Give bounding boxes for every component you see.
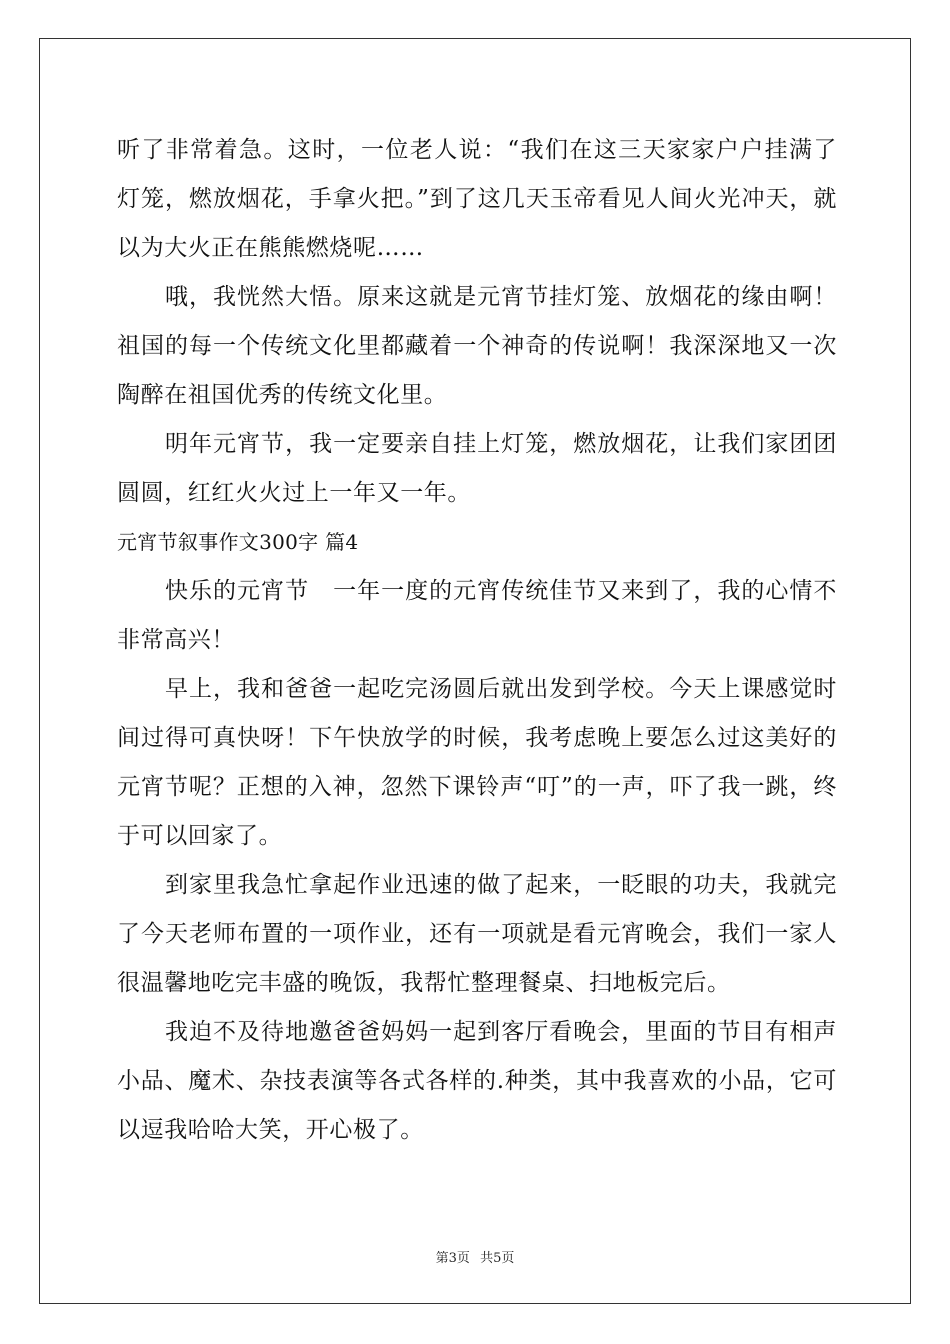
- page-number: 第3页: [435, 1251, 470, 1266]
- page-footer: [0, 1247, 950, 1266]
- paragraph-3: 明年元宵节，我一定要亲自挂上灯笼，燃放烟花，让我们家团团圆圆，红红火火过上一年又一年。: [117, 431, 837, 506]
- section-paragraph-3: 到家里我急忙拿起作业迅速的做了起来，一眨眼的功夫，我就完了今天老师布置的一项作业，还有一项就是看元宵晚会，我们一家人很温馨地吃完丰盛的晚饭，我帮忙整理餐桌、扫地板完后。: [117, 872, 837, 996]
- page-total: 共5页: [480, 1251, 515, 1266]
- section-heading: 元宵节叙事作文300字 篇4: [117, 530, 359, 554]
- section-paragraph-4: 我迫不及待地邀爸爸妈妈一起到客厅看晚会，里面的节目有相声小品、魔术、杂技表演等各式各样的.种类，其中我喜欢的小品，它可以逗我哈哈大笑，开心极了。: [117, 1019, 837, 1143]
- document-body: [117, 126, 837, 1155]
- paragraph-1: 听了非常着急。这时，一位老人说：“我们在这三天家家户户挂满了灯笼，燃放烟花，手拿火把。”到了这几天玉帝看见人间火光冲天，就以为大火正在熊熊燃烧呢……: [117, 137, 837, 261]
- section-paragraph-2: 早上，我和爸爸一起吃完汤圆后就出发到学校。今天上课感觉时间过得可真快呀！下午快放学的时候，我考虑晚上要怎么过这美好的元宵节呢？正想的入神，忽然下课铃声“叮”的一声，吓了我一跳，终于可以回家了。: [117, 676, 837, 849]
- paragraph-2: 哦，我恍然大悟。原来这就是元宵节挂灯笼、放烟花的缘由啊！祖国的每一个传统文化里都藏着一个神奇的传说啊！我深深地又一次陶醉在祖国优秀的传统文化里。: [117, 284, 837, 408]
- section-paragraph-1: 快乐的元宵节 一年一度的元宵传统佳节又来到了，我的心情不非常高兴！: [117, 578, 837, 653]
